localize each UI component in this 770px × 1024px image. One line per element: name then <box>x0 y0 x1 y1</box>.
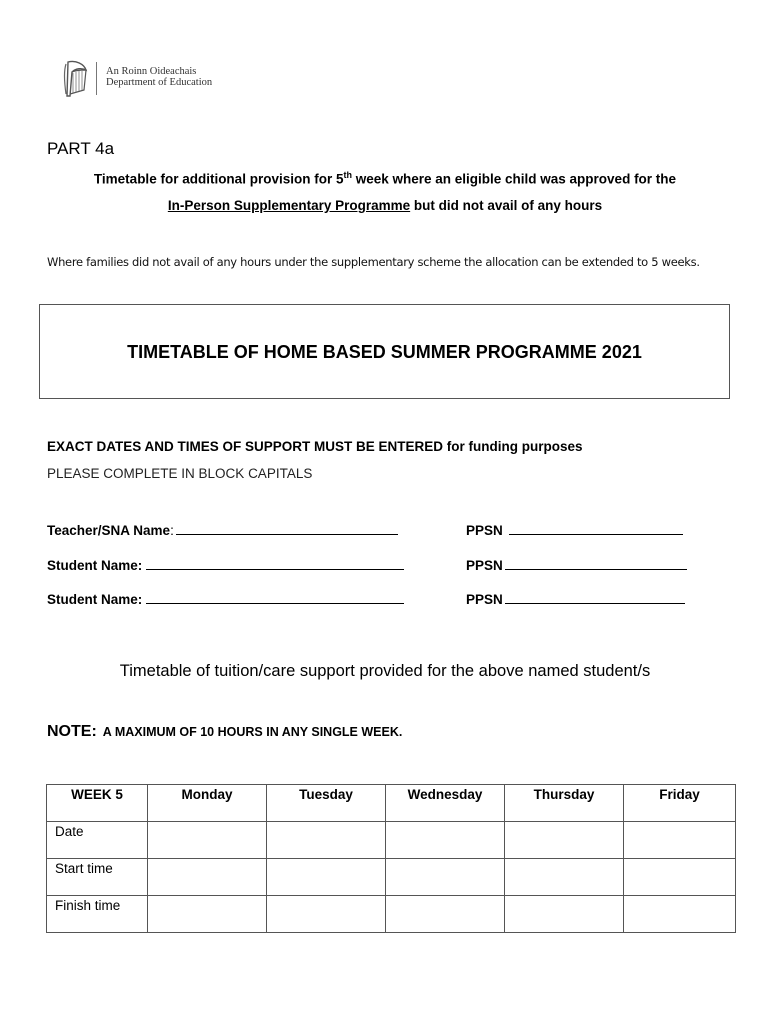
timetable <box>46 784 736 933</box>
teacher-name-line[interactable] <box>176 522 398 535</box>
student-name-field-1[interactable] <box>47 557 404 573</box>
timetable-header-row <box>47 785 736 822</box>
table-row <box>47 822 736 859</box>
cell-monday-finish[interactable] <box>148 896 267 933</box>
header-friday: Friday <box>624 785 736 822</box>
ppsn-label-1: PPSN <box>466 523 503 538</box>
subtitle-line-2-rest: but did not avail of any hours <box>410 198 603 213</box>
subtitle-line-1-post: week where an eligible child was approved for the <box>351 171 677 187</box>
logo-text-irish: An Roinn Oideachais <box>106 66 197 77</box>
ppsn-label-3: PPSN <box>466 592 503 607</box>
ppsn-line-1[interactable] <box>509 522 683 535</box>
teacher-name-field[interactable] <box>47 522 398 538</box>
cell-wednesday-finish[interactable] <box>386 896 505 933</box>
title-box <box>39 304 730 399</box>
ppsn-label-2: PPSN <box>466 558 503 573</box>
teacher-name-label: Teacher/SNA Name <box>47 523 171 538</box>
cell-tuesday-finish[interactable] <box>267 896 386 933</box>
ppsn-field-3[interactable] <box>466 591 685 607</box>
families-note: Where families did not avail of any hours under the supplementary scheme the allocation can be extended to 5 weeks. <box>47 255 700 269</box>
student-name-line-1[interactable] <box>146 557 404 570</box>
subtitle-superscript: th <box>343 170 352 180</box>
tuition-heading: Timetable of tuition/care support provided for the above named student/s <box>119 662 651 680</box>
programme-name: In-Person Supplementary Programme <box>167 198 411 213</box>
teacher-name-colon: : <box>170 523 174 538</box>
cell-friday-date[interactable] <box>624 822 736 859</box>
header-thursday: Thursday <box>505 785 624 822</box>
student-name-label-2: Student Name: <box>47 592 143 607</box>
cell-wednesday-date[interactable] <box>386 822 505 859</box>
cell-tuesday-start[interactable] <box>267 859 386 896</box>
ppsn-line-3[interactable] <box>505 591 685 604</box>
student-name-line-2[interactable] <box>146 591 404 604</box>
header-tuesday: Tuesday <box>267 785 386 822</box>
cell-thursday-start[interactable] <box>505 859 624 896</box>
cell-wednesday-start[interactable] <box>386 859 505 896</box>
block-capitals-instruction: PLEASE COMPLETE IN BLOCK CAPITALS <box>47 466 313 481</box>
cell-thursday-date[interactable] <box>505 822 624 859</box>
ppsn-field-2[interactable] <box>466 557 687 573</box>
cell-friday-start[interactable] <box>624 859 736 896</box>
row-label-date: Date <box>47 822 148 859</box>
logo-text-english: Department of Education <box>106 77 213 88</box>
table-row <box>47 896 736 933</box>
header-monday: Monday <box>148 785 267 822</box>
cell-tuesday-date[interactable] <box>267 822 386 859</box>
subtitle-line-2 <box>0 198 770 213</box>
maximum-hours-note <box>47 723 402 741</box>
part-heading: PART 4a <box>47 139 115 158</box>
exact-dates-instruction: EXACT DATES AND TIMES OF SUPPORT MUST BE ENTERED for funding purposes <box>47 439 583 454</box>
subtitle-line-1-pre: Timetable for additional provision for 5 <box>93 171 344 187</box>
table-row <box>47 859 736 896</box>
cell-thursday-finish[interactable] <box>505 896 624 933</box>
harp-icon <box>62 60 90 98</box>
row-label-start-time: Start time <box>47 859 148 896</box>
cell-friday-finish[interactable] <box>624 896 736 933</box>
note-text: A MAXIMUM OF 10 HOURS IN ANY SINGLE WEEK. <box>102 725 403 739</box>
header-week: WEEK 5 <box>47 785 148 822</box>
cell-monday-date[interactable] <box>148 822 267 859</box>
ppsn-line-2[interactable] <box>505 557 687 570</box>
student-name-label-1: Student Name: <box>47 558 143 573</box>
form-title: TIMETABLE OF HOME BASED SUMMER PROGRAMME 2021 <box>127 342 642 362</box>
cell-monday-start[interactable] <box>148 859 267 896</box>
student-name-field-2[interactable] <box>47 591 404 607</box>
ppsn-field-1[interactable] <box>466 522 683 538</box>
header-wednesday: Wednesday <box>386 785 505 822</box>
row-label-finish-time: Finish time <box>47 896 148 933</box>
note-label: NOTE: <box>47 723 97 740</box>
subtitle-line-1 <box>0 170 770 187</box>
logo-divider <box>96 62 97 95</box>
